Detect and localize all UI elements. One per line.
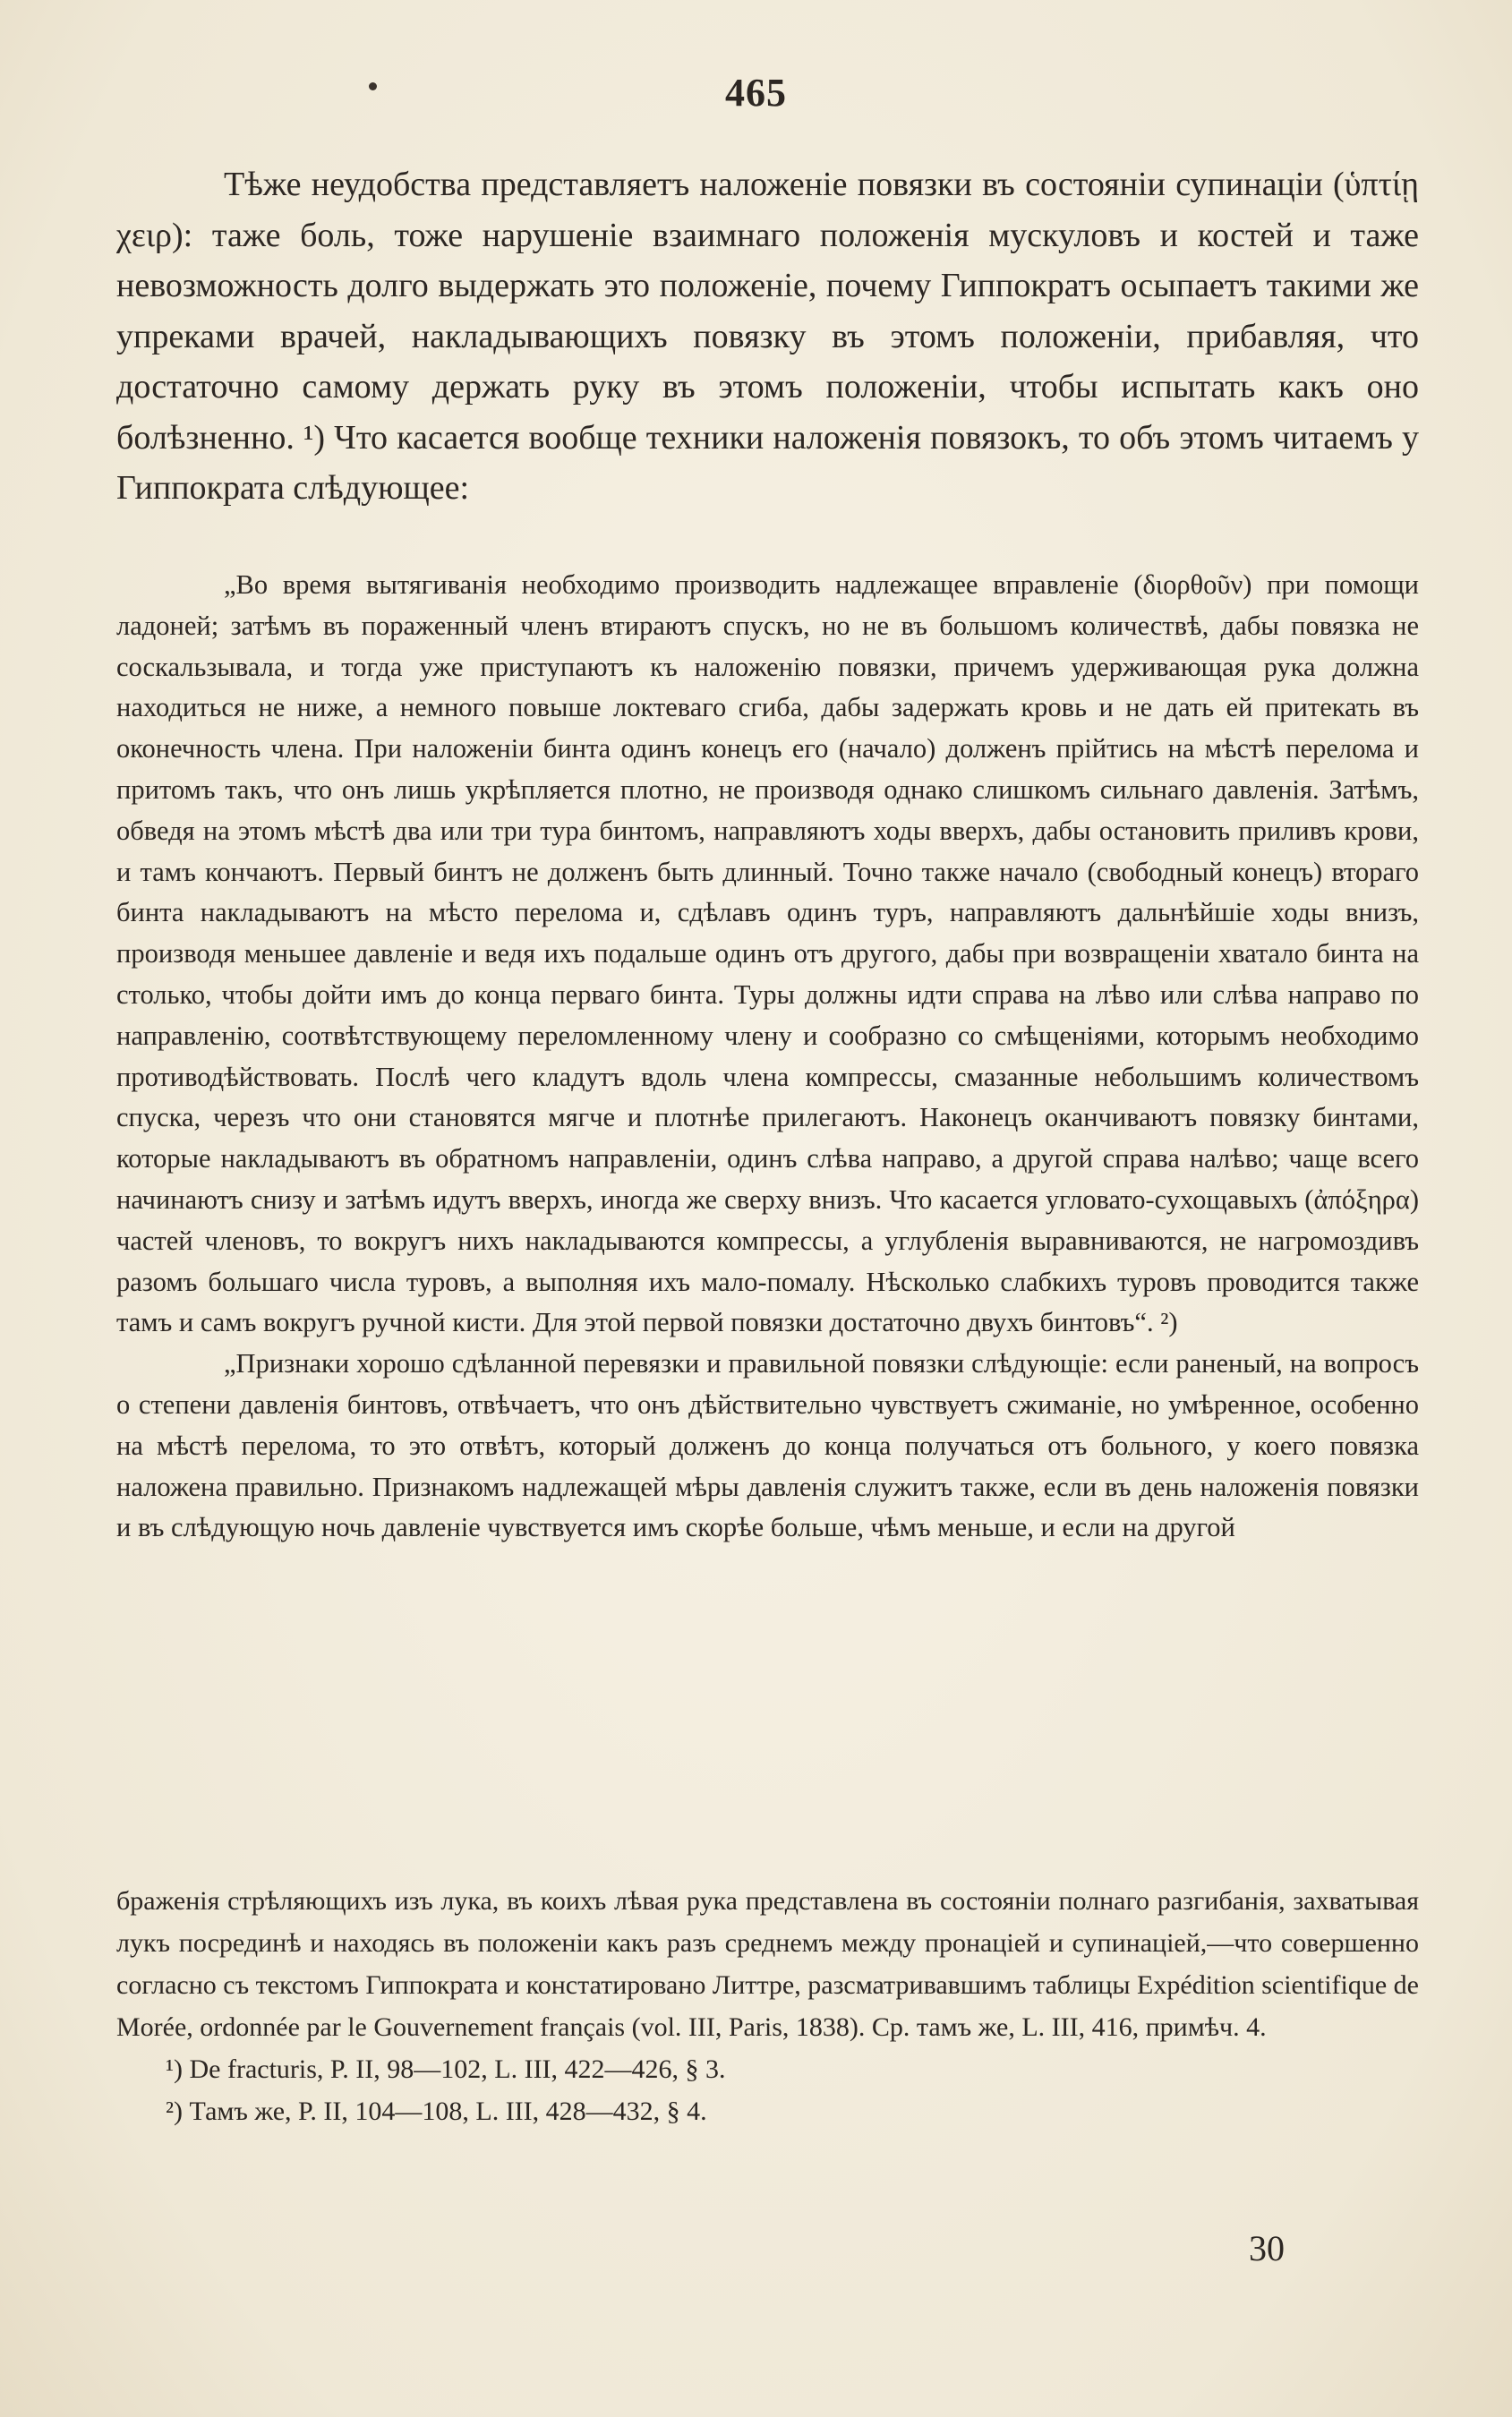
quotation-block <box>116 565 1419 1549</box>
page-number: 465 <box>725 71 787 115</box>
main-paragraph: Тѣже неудобства представляетъ наложеніе повязки въ состояніи супинаціи (ὑπτίῃ χειρ): таже боль, тоже нарушеніе взаимнаго положенія мускуловъ и костей и таже невозможность долго выдержать это положеніе, почему Гиппократъ осыпаетъ такими же упреками врачей, накладывающихъ повязку въ этомъ положеніи, прибавляя, что достаточно самому держать руку въ этомъ положеніи, чтобы испытать какъ оно болѣзненно. ¹) Что касается вообще техники наложенія повязокъ, то объ этомъ читаемъ у Гиппократа слѣдующее: <box>116 166 1419 507</box>
footnote-2: ²) Тамъ же, P. II, 104—108, L. III, 428—432, § 4. <box>166 2097 707 2126</box>
main-text <box>116 159 1419 514</box>
footnotes <box>116 1880 1419 2132</box>
signature-mark: 30 <box>1249 2228 1285 2268</box>
footnote-1: ¹) De fracturis, P. II, 98—102, L. III, 422—426, § 3. <box>166 2054 726 2084</box>
quote-paragraph-1: „Во время вытягиванія необходимо производить надлежащее вправленіе (διορθοῦν) при помощи ладоней; затѣмъ въ пораженный членъ втираютъ спускъ, но не въ большомъ количествѣ, дабы повязка не соскальзывала, и тогда уже приступаютъ къ наложенію повязки, причемъ удерживающая рука должна находиться не ниже, а немного повыше локтеваго сгиба, дабы задержать кровь и не дать ей притекать въ оконечность члена. При наложеніи бинта одинъ конецъ его (начало) долженъ прійтись на мѣстѣ перелома и притомъ такъ, что онъ лишь укрѣпляется плотно, не производя однако слишкомъ сильнаго давленія. Затѣмъ, обведя на этомъ мѣстѣ два или три тура бинтомъ, направляютъ ходы вверхъ, дабы остановить приливъ крови, и тамъ кончаютъ. Первый бинтъ не долженъ быть длинный. Точно также начало (свободный конецъ) втораго бинта накладываютъ на мѣсто перелома и, сдѣлавъ одинъ туръ, направляютъ дальнѣйшіе ходы внизъ, производя меньшее давленіе и ведя ихъ подальше одинъ отъ другого, дабы при возвращеніи хватало бинта на столько, чтобы дойти имъ до конца перваго бинта. Туры должны идти справа на лѣво или слѣва направо по направленію, соотвѣтствующему переломленному члену и сообразно со смѣщеніями, которымъ необходимо противодѣйствовать. Послѣ чего кладутъ вдоль члена компрессы, смазанные небольшимъ количествомъ спуска, черезъ что они становятся мягче и плотнѣе прилегаютъ. Наконецъ оканчиваютъ повязку бинтами, которые накладываютъ въ обратномъ направленіи, одинъ слѣва направо, а другой справа налѣво; чаще всего начинаютъ снизу и затѣмъ идутъ вверхъ, иногда же сверху внизъ. Что касается угловато-сухощавыхъ (ἀπόξηρα) частей членовъ, то вокругъ нихъ накладываются компрессы, а углубленія выравниваются, не нагромоздивъ разомъ большаго числа туровъ, а выполняя ихъ мало-помалу. Нѣсколько слабкихъ туровъ проводится также тамъ и самъ вокругъ ручной кисти. Для этой первой повязки достаточно двухъ бинтовъ“. ²) <box>116 569 1419 1338</box>
quote-paragraph-2: „Признаки хорошо сдѣланной перевязки и правильной повязки слѣдующіе: если раненый, на вопросъ о степени давленія бинтовъ, отвѣчаетъ, что онъ дѣйствительно чувствуетъ сжиманіе, но умѣренное, особенно на мѣстѣ перелома, то это отвѣтъ, который долженъ до конца получаться отъ больного, у коего повязка наложена правильно. Признакомъ надлежащей мѣры давленія служитъ также, если въ день наложенія повязки и въ слѣдующую ночь давленіе чувствуется имъ скорѣе больше, чѣмъ меньше, и если на другой <box>116 1348 1419 1543</box>
footnote-continuation: браженія стрѣляющихъ изъ лука, въ коихъ лѣвая рука представлена въ состояніи полнаго разгибанія, захватывая лукъ посрединѣ и находясь въ положеніи какъ разъ среднемъ между пронаціей и супинаціей,—что совершенно согласно съ текстомъ Гиппократа и констатировано Литтре, разсматривавшимъ таблицы Expédition scientifique de Morée, ordonnée par le Gouvernement français (vol. III, Paris, 1838). Ср. тамъ же, L. III, 416, примѣч. 4. <box>116 1886 1419 2042</box>
